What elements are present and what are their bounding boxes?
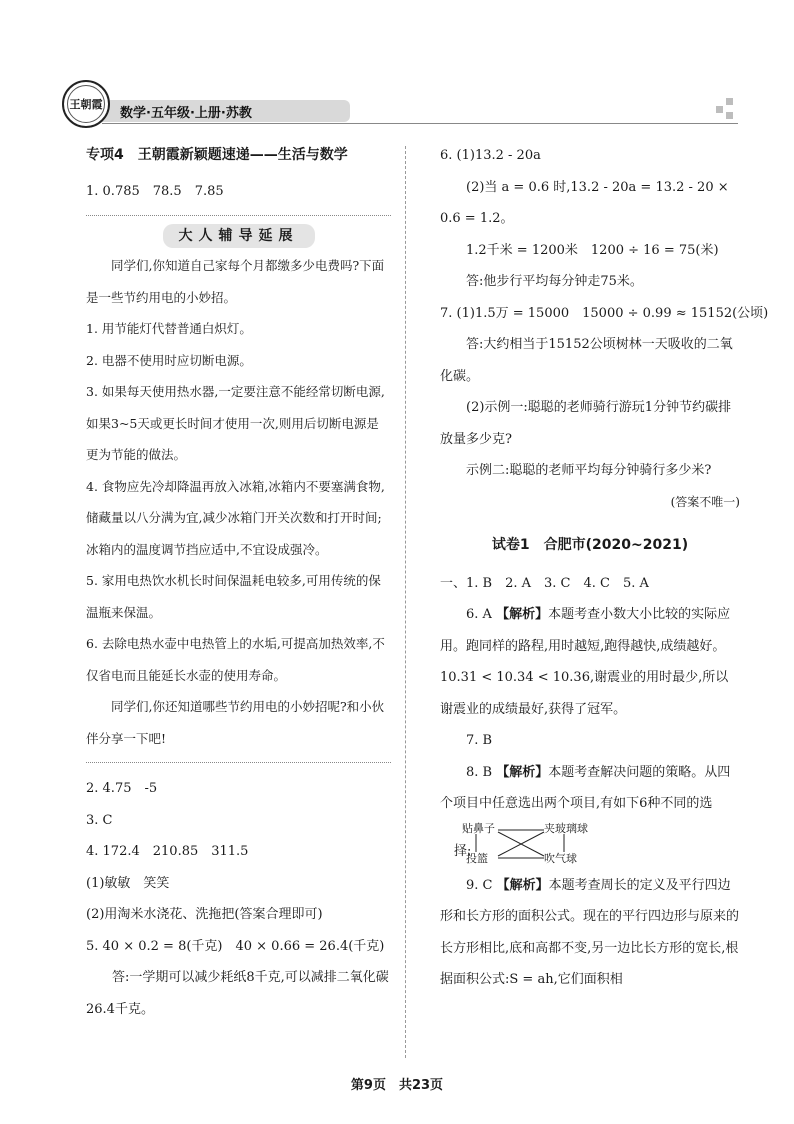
answer-a9 [440, 870, 740, 996]
answer-q7: 7. (1)1.5万 = 15000 15000 ÷ 0.99 ≈ 15152(公顷) [440, 305, 769, 321]
answer-q4-part1: (1)敏敏 笑笑 [86, 875, 170, 891]
answer-q5-conclusion: 答:一学期可以减少耗纸8千克,可以减排二氧化碳26.4千克。 [86, 970, 389, 1017]
answer-q7-part2: (2)示例一:聪聪的老师骑行游玩1分钟节约碳排放量多少克? [440, 400, 732, 447]
answer-a6-label: 6. A [466, 607, 492, 622]
tip-paragraph: 2. 电器不使用时应切断电源。 [86, 352, 252, 368]
answer-a9-label: 9. C [466, 877, 493, 893]
answer-section1: 一、1. B 2. A 3. C 4. C 5. A [440, 575, 649, 591]
right-column [440, 140, 769, 996]
left-column [86, 140, 391, 1025]
analysis-tag: 【解析】 [496, 764, 549, 780]
answer-a7: 7. B [466, 733, 493, 748]
answer-q2: 2. 4.75 -5 [86, 781, 158, 796]
answer-q6-conclusion: 答:他步行平均每分钟走75米。 [466, 274, 643, 289]
header-title: 数学·五年级·上册·苏教 [120, 106, 252, 121]
diagram-ze: 择: [454, 843, 472, 859]
answer-note: (答案不唯一) [670, 494, 740, 509]
decor-square [726, 98, 733, 105]
answer-q6-calc: 1.2千米 = 1200米 1200 ÷ 16 = 75(米) [466, 242, 719, 258]
diagram-node: 贴鼻子 [462, 821, 495, 835]
answer-a6-text: 本题考查小数大小比较的实际应用。跑同样的路程,用时越短,跑得越快,成绩越好。10.31 < 10.34 < 10.36,谢震业的用时最少,所以谢震业的成绩最好,获得了冠军。 [440, 607, 731, 717]
analysis-tag: 【解析】 [496, 877, 549, 893]
answer-q7-example2: 示例二:聪聪的老师平均每分钟骑行多少米? [466, 463, 712, 478]
answer-q5: 5. 40 × 0.2 = 8(千克) 40 × 0.66 = 26.4(千克) [86, 938, 385, 954]
brand-logo [62, 80, 110, 128]
answer-q6: 6. (1)13.2 - 20a [440, 148, 541, 163]
answer-q7-conclusion: 答:大约相当于15152公顷树林一天吸收的二氧化碳。 [440, 337, 733, 384]
tip-paragraph: 6. 去除电热水壶中电热管上的水垢,可提高加热效率,不仅省电而且能延长水壶的使用寿命。 [86, 636, 385, 683]
decor-square [716, 106, 723, 113]
answer-q4-part2: (2)用淘米水浇花、洗拖把(答案合理即可) [86, 907, 323, 922]
page-number: 第9页 共23页 [350, 1078, 444, 1093]
diagram-node: 吹气球 [544, 851, 577, 865]
tip-paragraph: 1. 用节能灯代替普通白炽灯。 [86, 321, 252, 336]
answer-a8 [440, 757, 740, 820]
tip-paragraph: 同学们,你知道自己家每个月都缴多少电费吗?下面是一些节约用电的小妙招。 [86, 258, 385, 305]
decor-square [726, 112, 733, 119]
answer-a9-text: 本题考查周长的定义及平行四边形和长方形的面积公式。现在的平行四边形与原来的长方形相比,底和高都不变,另一边比长方形的宽长,根据面积公式:S = ah,它们面积相 [440, 877, 740, 987]
tip-paragraph: 4. 食物应先冷却降温再放入冰箱,冰箱内不要塞满食物,储藏量以八分满为宜,减少冰箱门开关次数和打开时间;冰箱内的温度调节挡应适中,不宜设成强冷。 [86, 478, 385, 557]
tip-paragraph: 3. 如果每天使用热水器,一定要注意不能经常切断电源,如果3~5天或更长时间才使用一次,则用后切断电源是更为节能的做法。 [86, 384, 385, 462]
diagram-node: 夹玻璃球 [544, 821, 588, 835]
answer-a8-text: 本题考查解决问题的策略。从四个项目中任意选出两个项目,有如下6种不同的选 [440, 764, 731, 811]
answer-a8-label: 8. B [466, 764, 493, 780]
answer-q4: 4. 172.4 210.85 311.5 [86, 844, 249, 859]
choice-diagram [440, 820, 740, 868]
logo-text: 王朝霞 [67, 85, 105, 123]
answer-q6-part2: (2)当 a = 0.6 时,13.2 - 20a = 13.2 - 20 × 0.6 = 1.2。 [440, 179, 729, 226]
section-title: 专项4 王朝霞新颖题速递——生活与数学 [86, 147, 348, 163]
tip-paragraph: 5. 家用电热饮水机长时间保温耗电较多,可用传统的保温瓶来保温。 [86, 573, 381, 620]
answer-q3: 3. C [86, 812, 113, 828]
answer-q1: 1. 0.785 78.5 7.85 [86, 183, 224, 199]
analysis-tag: 【解析】 [496, 607, 549, 622]
tip-title: 大人辅导延展 [163, 224, 315, 248]
column-divider [405, 146, 406, 1058]
diagram-node: 投篮 [466, 851, 488, 865]
exam-title: 试卷1 合肥市(2020~2021) [491, 537, 689, 553]
tip-paragraph: 同学们,你还知道哪些节约用电的小妙招呢?和小伙伴分享一下吧! [86, 699, 385, 746]
page-header [62, 86, 738, 126]
tip-box [86, 215, 391, 763]
header-rule [102, 123, 738, 124]
answer-a6 [440, 599, 740, 725]
